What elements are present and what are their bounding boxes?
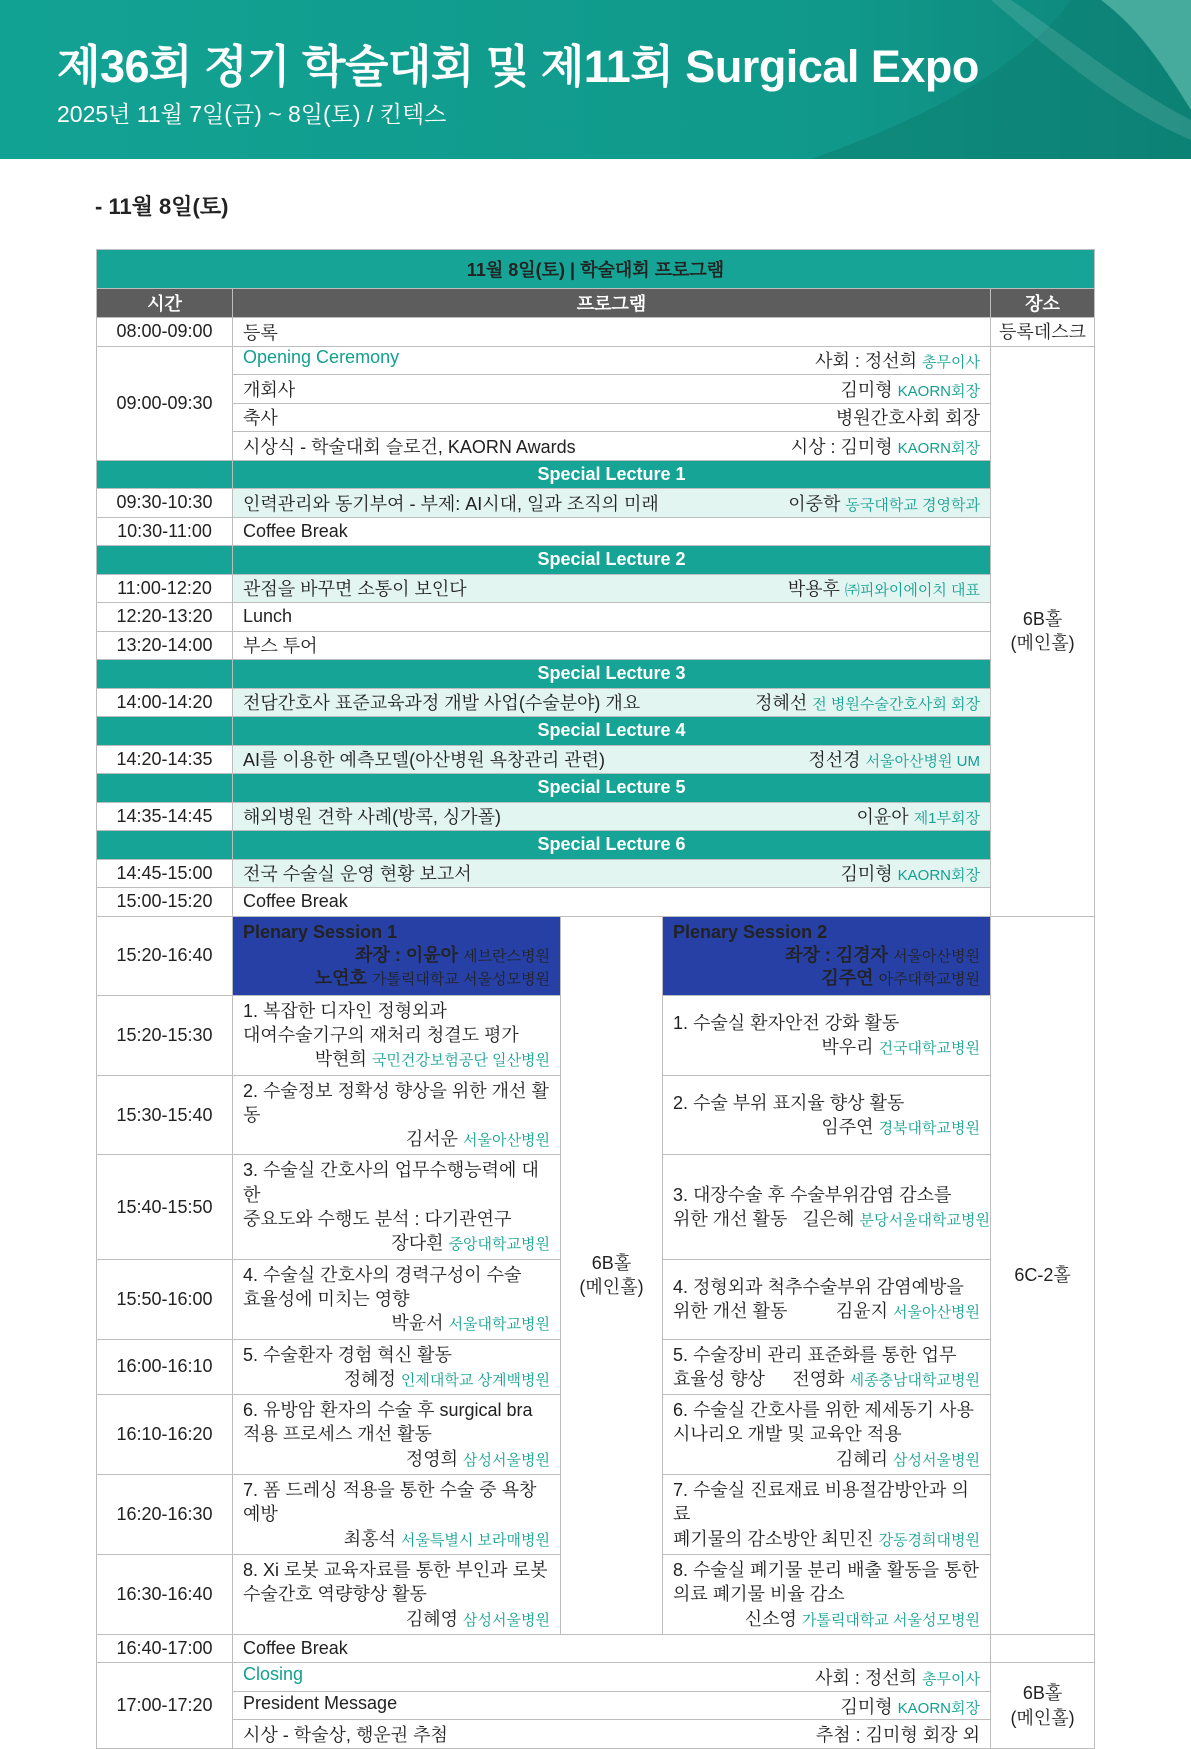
program-cell: 전국 수술실 운영 현황 보고서 김미형 KAORN회장 — [233, 859, 991, 888]
speaker: 김미형 KAORN회장 — [840, 864, 980, 885]
table-row — [97, 859, 1095, 888]
sl-left-cell — [97, 460, 233, 489]
time-cell: 15:20-16:40 — [97, 916, 233, 995]
sl-label: Special Lecture 5 — [233, 774, 991, 803]
plenary-session-2-header — [663, 916, 991, 995]
speaker: 이중학 동국대학교 경영학과 — [788, 493, 980, 514]
plenary-chair: 좌장 : 김경자 서울아산병원 — [785, 944, 980, 965]
sl-label: Special Lecture 2 — [233, 546, 991, 575]
time-cell: 16:20-16:30 — [97, 1475, 233, 1555]
table-row — [97, 603, 1095, 632]
col-header-program: 프로그램 — [233, 289, 991, 318]
table-row — [97, 346, 1095, 375]
program-cell: President Message 김미형 KAORN회장 — [233, 1691, 991, 1720]
sl-label: Special Lecture 4 — [233, 717, 991, 746]
sl-left-cell — [97, 717, 233, 746]
location-cell: 등록데스크 — [991, 318, 1095, 347]
location-cell-closing: 6B홀 (메인홀) — [991, 1663, 1095, 1749]
speaker: 시상 : 김미형 KAORN회장 — [790, 436, 980, 457]
program-cell: 인력관리와 동기부여 - 부제: AI시대, 일과 조직의 미래 이중학 동국대학교 경영학과 — [233, 489, 991, 518]
table-row — [97, 688, 1095, 717]
program-cell: 등록 — [233, 318, 991, 347]
time-cell: 12:20-13:20 — [97, 603, 233, 632]
time-cell: 15:00-15:20 — [97, 888, 233, 917]
table-row — [97, 403, 1095, 432]
program-cell: Coffee Break — [233, 888, 991, 917]
location-cell-plenary-1: 6B홀 (메인홀) — [561, 916, 663, 1634]
table-row — [97, 517, 1095, 546]
table-row — [97, 888, 1095, 917]
event-title: 제36회 정기 학술대회 및 제11회 Surgical Expo — [57, 41, 979, 92]
program-cell — [233, 346, 991, 375]
program-cell: 부스 투어 — [233, 631, 991, 660]
time-cell: 16:00-16:10 — [97, 1339, 233, 1395]
affiliation: 총무이사 — [922, 354, 980, 372]
time-cell: 17:00-17:20 — [97, 1663, 233, 1749]
table-row — [97, 1634, 1095, 1663]
table-row — [97, 1691, 1095, 1720]
location-cell-plenary-2: 6C-2홀 — [991, 916, 1095, 1634]
col-header-time: 시간 — [97, 289, 233, 318]
speaker: 사회 : 정선희 총무이사 — [815, 1668, 980, 1689]
time-cell: 11:00-12:20 — [97, 574, 233, 603]
sl-label: Special Lecture 6 — [233, 831, 991, 860]
location-cell — [991, 1634, 1095, 1663]
speaker: 정혜선 전 병원수술간호사회 회장 — [755, 693, 980, 714]
session-label: Closing — [243, 1664, 304, 1685]
schedule-table — [96, 249, 1094, 1749]
event-subtitle: 2025년 11월 7일(금) ~ 8일(토) / 킨텍스 — [57, 101, 447, 127]
sl-left-cell — [97, 831, 233, 860]
plenary-2-item: 8. 수술실 폐기물 분리 배출 활동을 통한 의료 폐기물 비율 감소 신소영 가톨릭대학교 서울성모병원 — [663, 1554, 991, 1634]
plenary-session-1-header — [233, 916, 561, 995]
table-header-row — [97, 289, 1095, 318]
program-cell: 축사 병원간호사회 회장 — [233, 403, 991, 432]
plenary-1-item: 8. Xi 로봇 교육자료를 통한 부인과 로봇 수술간호 역량향상 활동 김혜영 삼성서울병원 — [233, 1554, 561, 1634]
time-cell: 13:20-14:00 — [97, 631, 233, 660]
table-row — [97, 318, 1095, 347]
plenary-2-item: 7. 수술실 진료재료 비용절감방안과 의료 폐기물의 감소방안 최민진 강동경희대병원 — [663, 1475, 991, 1555]
program-cell: 관점을 바꾸면 소통이 보인다 박용후 ㈜피와이에이치 대표 — [233, 574, 991, 603]
speaker: 이윤아 제1부회장 — [856, 807, 980, 828]
program-cell: Coffee Break — [233, 1634, 991, 1663]
program-cell: 해외병원 견학 사례(방콕, 싱가폴) 이윤아 제1부회장 — [233, 802, 991, 831]
program-cell: 시상 - 학술상, 행운권 추첨 추첨 : 김미형 회장 외 — [233, 1720, 991, 1749]
plenary-2-item: 3. 대장수술 후 수술부위감염 감소를 위한 개선 활동 길은혜 분당서울대학교병원 — [663, 1155, 991, 1259]
program-cell: 시상식 - 학술대회 슬로건, KAORN Awards 시상 : 김미형 KAORN회장 — [233, 432, 991, 461]
col-header-location: 장소 — [991, 289, 1095, 318]
table-title: 11월 8일(토) | 학술대회 프로그램 — [97, 250, 1095, 289]
program-cell: Lunch — [233, 603, 991, 632]
plenary-1-item: 4. 수술실 간호사의 경력구성이 수술 효율성에 미치는 영향 박윤서 서울대학교병원 — [233, 1259, 561, 1339]
plenary-1-item: 5. 수술환자 경험 혁신 활동 정혜정 인제대학교 상계백병원 — [233, 1339, 561, 1395]
table-row — [97, 432, 1095, 461]
sl-label: Special Lecture 3 — [233, 660, 991, 689]
time-cell: 15:40-15:50 — [97, 1155, 233, 1259]
plenary-1-item: 7. 폼 드레싱 적용을 통한 수술 중 욕창 예방 최홍석 서울특별시 보라매병원 — [233, 1475, 561, 1555]
program-cell: 전담간호사 표준교육과정 개발 사업(수술분야) 개요 정혜선 전 병원수술간호사회 회장 — [233, 688, 991, 717]
time-cell: 09:30-10:30 — [97, 489, 233, 518]
sl-label: Special Lecture 1 — [233, 460, 991, 489]
time-cell: 10:30-11:00 — [97, 517, 233, 546]
table-row — [97, 574, 1095, 603]
sl-left-cell — [97, 774, 233, 803]
time-cell: 14:35-14:45 — [97, 802, 233, 831]
plenary-chair: 좌장 : 이윤아 세브란스병원 — [355, 944, 550, 965]
plenary-2-item: 2. 수술 부위 표지율 향상 활동 임주연 경북대학교병원 — [663, 1075, 991, 1155]
plenary-chair-2: 노연호 가톨릭대학교 서울성모병원 — [314, 968, 550, 989]
speaker: 정선경 서울아산병원 UM — [808, 750, 980, 771]
header-banner — [0, 0, 1191, 159]
program-cell: Coffee Break — [233, 517, 991, 546]
plenary-1-item: 3. 수술실 간호사의 업무수행능력에 대한 중요도와 수행도 분석 : 다기관연구 장다흰 중앙대학교병원 — [233, 1155, 561, 1259]
table-row — [97, 1663, 1095, 1692]
location-cell-main-hall: 6B홀 (메인홀) — [991, 346, 1095, 916]
plenary-2-item: 5. 수술장비 관리 표준화를 통한 업무 효율성 향상 전영화 세종충남대학교병원 — [663, 1339, 991, 1395]
time-cell: 16:40-17:00 — [97, 1634, 233, 1663]
time-cell: 14:45-15:00 — [97, 859, 233, 888]
speaker: 김미형 KAORN회장 — [840, 379, 980, 400]
time-cell: 15:50-16:00 — [97, 1259, 233, 1339]
table-row — [97, 1720, 1095, 1749]
plenary-title: Plenary Session 2 — [673, 921, 828, 942]
plenary-1-item: 1. 복잡한 디자인 정형외과 대여수술기구의 재처리 청결도 평가 박현희 국민건강보험공단 일산병원 — [233, 995, 561, 1075]
plenary-header-row — [97, 916, 1095, 995]
program-cell — [233, 1663, 991, 1692]
sl-left-cell — [97, 546, 233, 575]
time-cell: 08:00-09:00 — [97, 318, 233, 347]
plenary-2-item: 4. 정형외과 척추수술부위 감염예방을 위한 개선 활동 김윤지 서울아산병원 — [663, 1259, 991, 1339]
speaker: 병원간호사회 회장 — [835, 408, 980, 429]
speaker: 추첨 : 김미형 회장 외 — [815, 1725, 980, 1746]
plenary-chair-2: 김주연 아주대학교병원 — [821, 968, 980, 989]
speaker: 사회 : 정선희 총무이사 — [815, 351, 980, 372]
time-cell: 16:10-16:20 — [97, 1395, 233, 1475]
day-heading: - 11월 8일(토) — [95, 194, 229, 219]
session-label: Opening Ceremony — [243, 347, 400, 368]
table-row — [97, 802, 1095, 831]
time-cell: 16:30-16:40 — [97, 1554, 233, 1634]
special-lecture-header — [97, 660, 1095, 689]
plenary-2-item: 1. 수술실 환자안전 강화 활동 박우리 건국대학교병원 — [663, 995, 991, 1075]
speaker: 김미형 KAORN회장 — [840, 1696, 980, 1717]
table-row — [97, 489, 1095, 518]
special-lecture-header — [97, 460, 1095, 489]
table-row — [97, 631, 1095, 660]
time-cell: 14:00-14:20 — [97, 688, 233, 717]
time-cell: 15:30-15:40 — [97, 1075, 233, 1155]
time-cell: 14:20-14:35 — [97, 745, 233, 774]
special-lecture-header — [97, 546, 1095, 575]
time-cell: 15:20-15:30 — [97, 995, 233, 1075]
speaker: 박용후 ㈜피와이에이치 대표 — [787, 579, 980, 600]
special-lecture-header — [97, 717, 1095, 746]
plenary-title: Plenary Session 1 — [243, 921, 398, 942]
special-lecture-header — [97, 774, 1095, 803]
plenary-2-item: 6. 수술실 간호사를 위한 제세동기 사용 시나리오 개발 및 교육안 적용 김혜리 삼성서울병원 — [663, 1395, 991, 1475]
program-cell: 개회사 김미형 KAORN회장 — [233, 375, 991, 404]
special-lecture-header — [97, 831, 1095, 860]
time-cell: 09:00-09:30 — [97, 346, 233, 460]
sl-left-cell — [97, 660, 233, 689]
table-row — [97, 745, 1095, 774]
plenary-1-item: 2. 수술정보 정확성 향상을 위한 개선 활동 김서운 서울아산병원 — [233, 1075, 561, 1155]
table-row — [97, 375, 1095, 404]
plenary-1-item: 6. 유방암 환자의 수술 후 surgical bra 적용 프로세스 개선 활동 정영희 삼성서울병원 — [233, 1395, 561, 1475]
program-cell: AI를 이용한 예측모델(아산병원 욕창관리 관련) 정선경 서울아산병원 UM — [233, 745, 991, 774]
